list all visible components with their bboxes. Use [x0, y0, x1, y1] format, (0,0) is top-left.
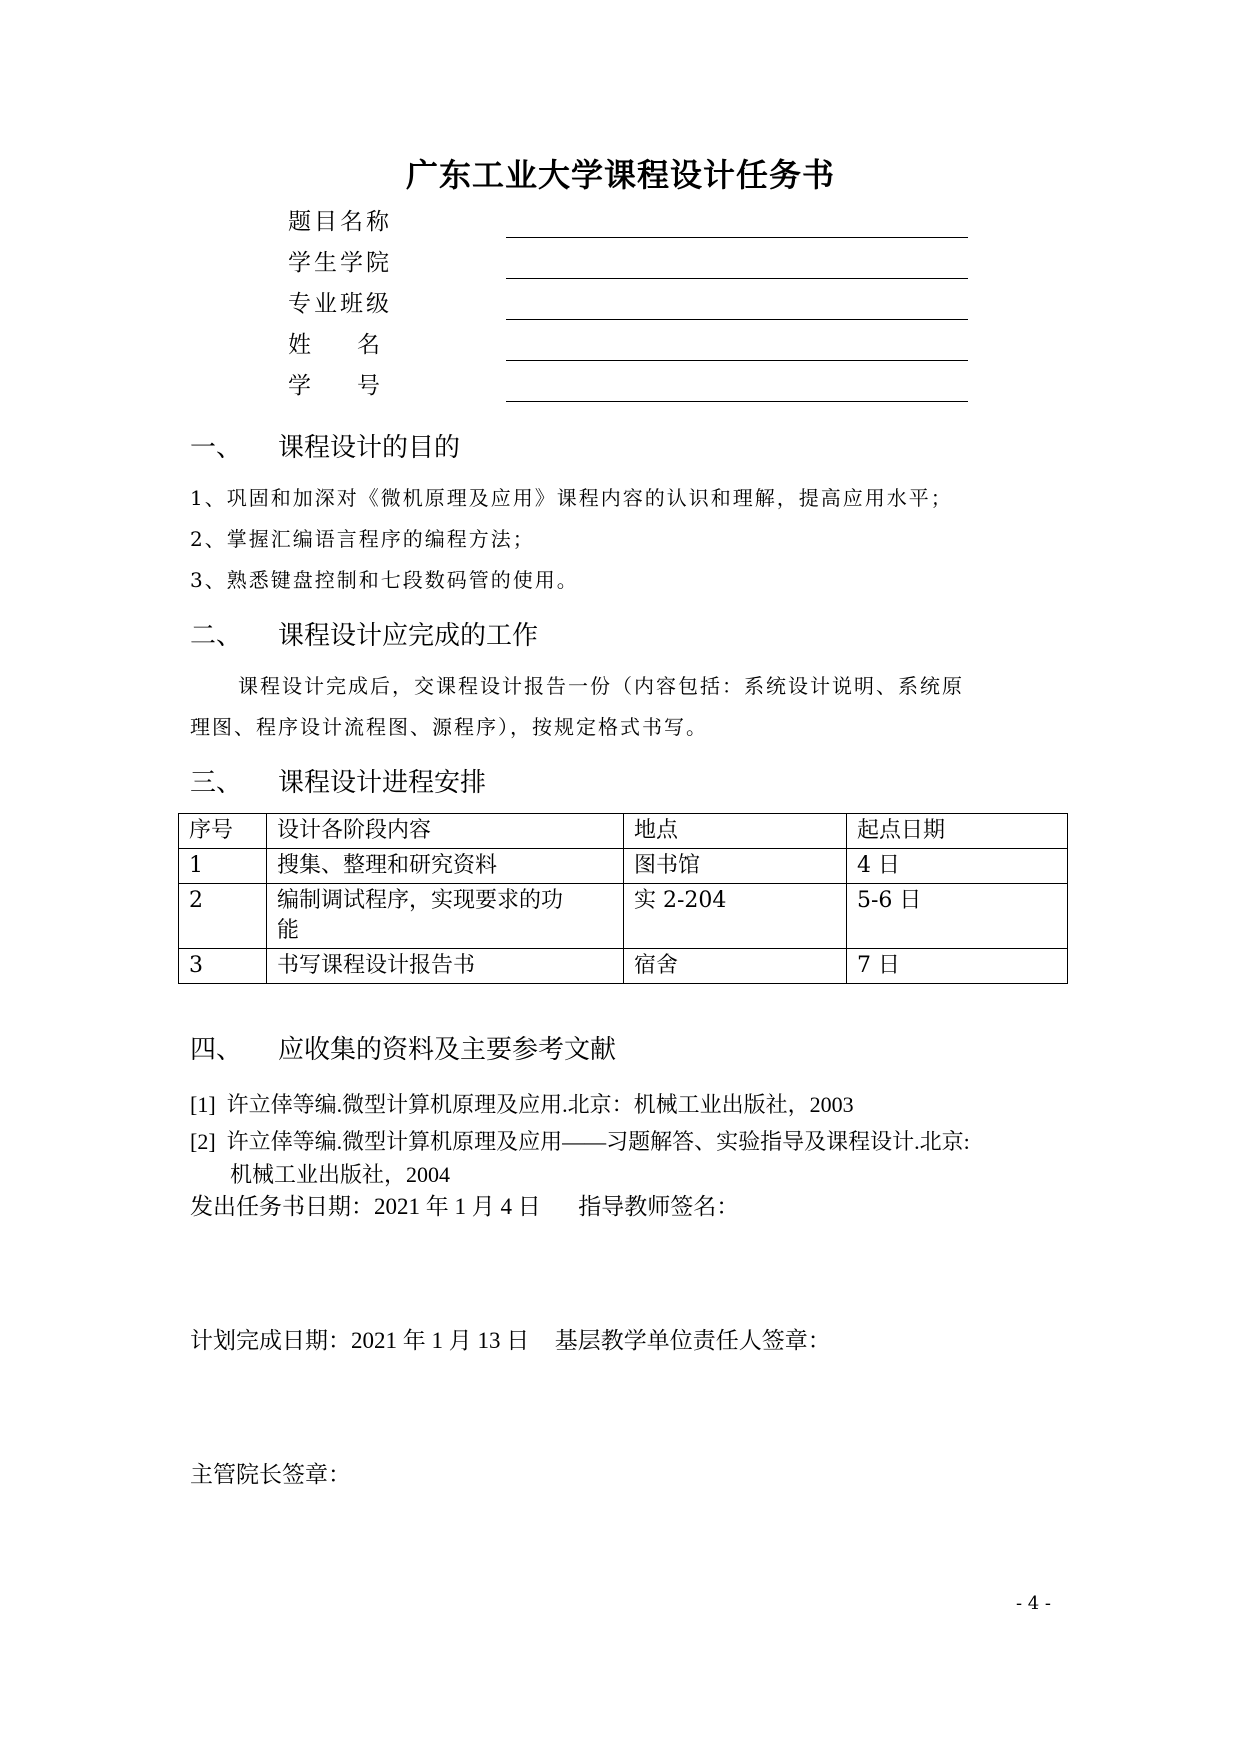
page-title: 广东工业大学课程设计任务书	[405, 156, 835, 194]
goal-item: 1、巩固和加深对《微机原理及应用》课程内容的认识和理解，提高应用水平；	[190, 486, 953, 510]
info-row-id	[288, 367, 968, 407]
page-number: - 4 -	[1015, 1593, 1051, 1614]
class-field[interactable]	[506, 319, 968, 320]
cell-place: 宿舍	[624, 949, 847, 984]
cell-content-line: 编制调试程序，实现要求的功	[277, 888, 564, 913]
section-heading-1	[190, 427, 460, 464]
section-number: 三、	[190, 768, 243, 798]
section-number: 一、	[190, 433, 243, 463]
cell-content: 搜集、整理和研究资料	[267, 849, 624, 884]
plan-date-line	[190, 1322, 831, 1355]
table-header-row	[179, 814, 1068, 849]
reference-tag: [2]	[190, 1129, 216, 1154]
name-field[interactable]	[506, 360, 968, 361]
goal-item: 3、熟悉键盘控制和七段数码管的使用。	[190, 568, 579, 592]
section-title: 课程设计应完成的工作	[278, 621, 539, 651]
topic-field[interactable]	[506, 237, 968, 238]
header-cell-date: 起点日期	[847, 814, 1068, 849]
reference-text-continued: 机械工业出版社，2004	[230, 1162, 451, 1187]
cell-no: 3	[179, 949, 267, 984]
cell-no: 1	[179, 849, 267, 884]
section-number: 二、	[190, 621, 243, 651]
name-label: 姓 名	[288, 332, 380, 358]
student-id-field[interactable]	[506, 401, 968, 402]
plan-complete-date: 计划完成日期：2021 年 1 月 13 日	[190, 1328, 530, 1353]
header-cell-place: 地点	[624, 814, 847, 849]
reference-tag: [1]	[190, 1092, 216, 1117]
work-paragraph-line: 理图、程序设计流程图、源程序），按规定格式书写。	[190, 715, 708, 739]
reference-text: 许立倖等编.微型计算机原理及应用.北京：机械工业出版社，2003	[226, 1092, 854, 1117]
issue-date-line	[190, 1188, 739, 1221]
class-label: 专业班级	[288, 291, 392, 317]
unit-head-signature-label: 基层教学单位责任人签章：	[554, 1328, 831, 1353]
cell-content-line: 能	[277, 918, 300, 943]
cell-date: 5-6 日	[847, 884, 1068, 949]
cell-content	[267, 884, 624, 949]
cell-no: 2	[179, 884, 267, 949]
advisor-signature-label: 指导教师签名：	[578, 1194, 740, 1219]
info-row-college	[288, 244, 968, 284]
reference-item	[190, 1088, 854, 1119]
cell-content: 书写课程设计报告书	[267, 949, 624, 984]
issue-date: 发出任务书日期：2021 年 1 月 4 日	[190, 1194, 541, 1219]
college-field[interactable]	[506, 278, 968, 279]
table-row	[179, 849, 1068, 884]
work-paragraph-line: 课程设计完成后，交课程设计报告一份（内容包括：系统设计说明、系统原	[238, 674, 964, 698]
topic-label: 题目名称	[288, 209, 392, 235]
header-cell-no: 序号	[179, 814, 267, 849]
cell-date: 7 日	[847, 949, 1068, 984]
student-id-label: 学 号	[288, 373, 380, 399]
section-heading-3	[190, 762, 486, 799]
cell-place: 图书馆	[624, 849, 847, 884]
info-row-class	[288, 285, 968, 325]
section-title: 课程设计的目的	[278, 433, 461, 463]
college-label: 学生学院	[288, 250, 392, 276]
goal-item: 2、掌握汇编语言程序的编程方法；	[190, 527, 535, 551]
dean-signature-label: 主管院长签章：	[190, 1462, 351, 1487]
reference-text: 许立倖等编.微型计算机原理及应用——习题解答、实验指导及课程设计.北京:	[226, 1129, 970, 1154]
info-row-topic	[288, 203, 968, 243]
cell-place: 实 2-204	[624, 884, 847, 949]
info-row-name	[288, 326, 968, 366]
reference-item	[190, 1125, 970, 1156]
cell-date: 4 日	[847, 849, 1068, 884]
section-heading-4	[190, 1029, 616, 1066]
schedule-table	[178, 813, 1068, 984]
table-row	[179, 884, 1068, 949]
section-title: 应收集的资料及主要参考文献	[278, 1035, 617, 1065]
section-title: 课程设计进程安排	[278, 768, 487, 798]
table-row	[179, 949, 1068, 984]
section-number: 四、	[190, 1035, 243, 1065]
header-cell-content: 设计各阶段内容	[267, 814, 624, 849]
section-heading-2	[190, 615, 538, 652]
